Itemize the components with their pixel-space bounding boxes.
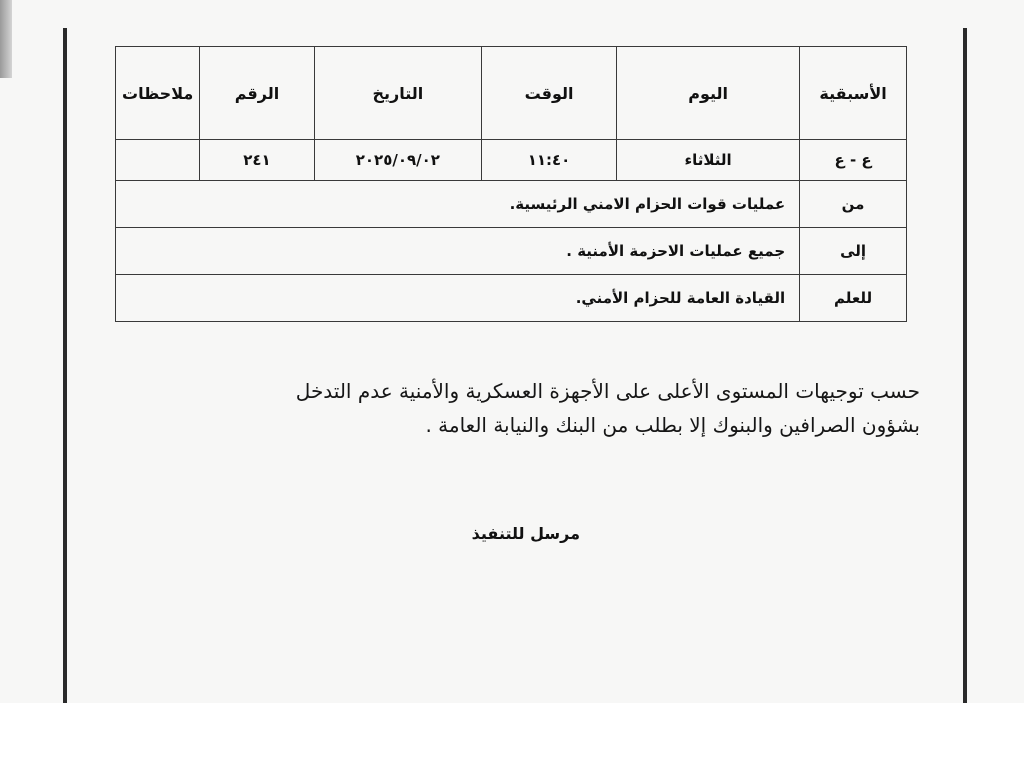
value-number: ٢٤١ bbox=[200, 140, 314, 181]
to-row bbox=[116, 228, 907, 275]
cc-value: القيادة العامة للحزام الأمني. bbox=[116, 275, 800, 322]
body-line-1: حسب توجيهات المستوى الأعلى على الأجهزة العسكرية والأمنية عدم التدخل bbox=[295, 379, 920, 403]
table-value-row bbox=[116, 140, 907, 181]
right-border-line bbox=[963, 28, 967, 703]
cc-row bbox=[116, 275, 907, 322]
to-value: جميع عمليات الاحزمة الأمنية . bbox=[116, 228, 800, 275]
header-notes: ملاحظات bbox=[116, 47, 200, 140]
message-body bbox=[150, 374, 920, 442]
table-header-row bbox=[116, 47, 907, 140]
from-label: من bbox=[800, 181, 907, 228]
signature-text: مرسل للتنفيذ bbox=[471, 524, 580, 543]
header-date: التاريخ bbox=[314, 47, 481, 140]
header-day: اليوم bbox=[617, 47, 800, 140]
value-notes bbox=[116, 140, 200, 181]
value-day: الثلاثاء bbox=[617, 140, 800, 181]
page-edge-shadow bbox=[0, 0, 12, 78]
bottom-blank-strip bbox=[0, 703, 1024, 757]
from-value: عمليات قوات الحزام الامني الرئيسية. bbox=[116, 181, 800, 228]
value-priority: ع - ع bbox=[800, 140, 907, 181]
body-line-2: بشؤون الصرافين والبنوك إلا بطلب من البنك والنيابة العامة . bbox=[425, 413, 920, 437]
header-time: الوقت bbox=[482, 47, 617, 140]
from-row bbox=[116, 181, 907, 228]
to-label: إلى bbox=[800, 228, 907, 275]
left-border-line bbox=[63, 28, 67, 703]
value-time: ١١:٤٠ bbox=[482, 140, 617, 181]
value-date: ٢٠٢٥/٠٩/٠٢ bbox=[314, 140, 481, 181]
header-number: الرقم bbox=[200, 47, 314, 140]
cc-label: للعلم bbox=[800, 275, 907, 322]
header-priority: الأسبقية bbox=[800, 47, 907, 140]
message-header-table bbox=[115, 46, 907, 322]
